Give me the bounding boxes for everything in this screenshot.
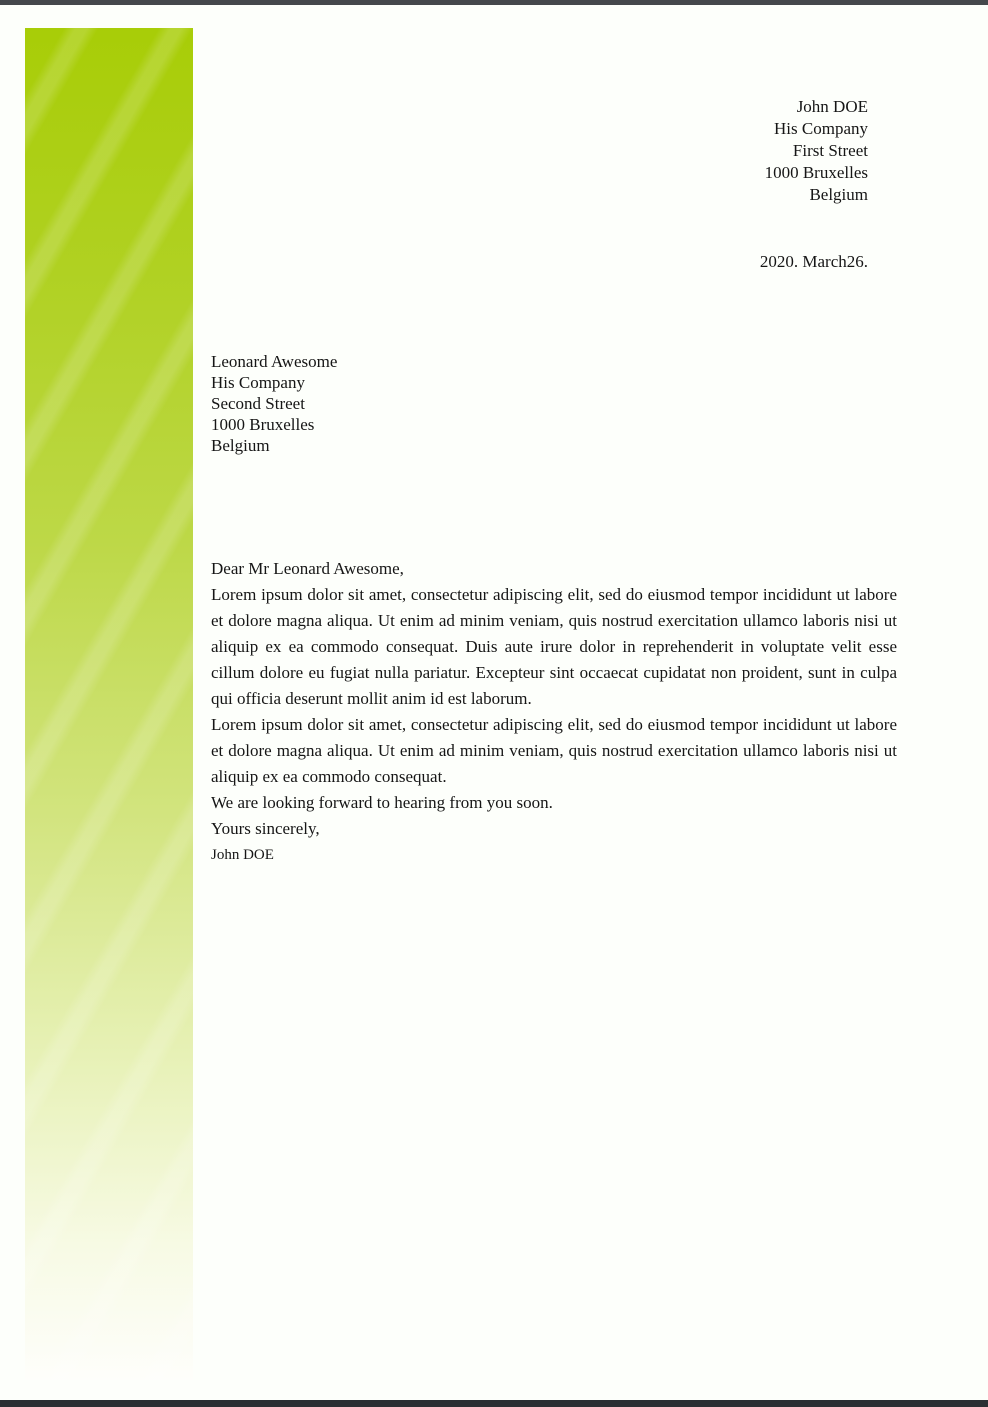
recipient-country: Belgium [211,436,270,455]
accent-gradient-bar [25,28,193,1380]
window-frame-bottom [0,1400,988,1407]
sender-company: His Company [774,119,868,138]
closing-line: We are looking forward to hearing from you soon. [211,793,553,812]
sender-city: 1000 Bruxelles [764,163,868,182]
letter-date: 2020. March26. [759,252,868,271]
recipient-address [211,351,337,456]
sender-country: Belgium [809,185,868,204]
signature: John DOE [211,847,274,863]
recipient-company: His Company [211,373,305,392]
sender-name: John DOE [796,97,868,116]
recipient-name: Leonard Awesome [211,352,338,371]
window-frame-top [0,0,988,5]
recipient-street: Second Street [211,394,305,413]
valediction: Yours sincerely, [211,819,320,838]
recipient-city: 1000 Bruxelles [211,415,315,434]
sender-address [765,96,868,206]
salutation: Dear Mr Leonard Awesome, [211,559,404,578]
letter-body [211,556,897,868]
body-paragraph-2: Lorem ipsum dolor sit amet, consectetur adipiscing elit, sed do eiusmod tempor incididunt ut labore et dolore magna aliqua. Ut enim ad minim veniam, quis nostrud exercitation ullamco laboris nisi ut aliquip ex ea commodo consequat. [211,715,897,786]
body-paragraph-1: Lorem ipsum dolor sit amet, consectetur adipiscing elit, sed do eiusmod tempor incididunt ut labore et dolore magna aliqua. Ut enim ad minim veniam, quis nostrud exercitation ullamco laboris nisi ut aliquip ex ea commodo consequat. Duis aute irure dolor in reprehenderit in voluptate velit esse cillum dolore eu fugiat nulla pariatur. Excepteur sint occaecat cupidatat non proident, sunt in culpa qui officia deserunt mollit anim id est laborum. [211,585,897,708]
sender-street: First Street [792,141,868,160]
